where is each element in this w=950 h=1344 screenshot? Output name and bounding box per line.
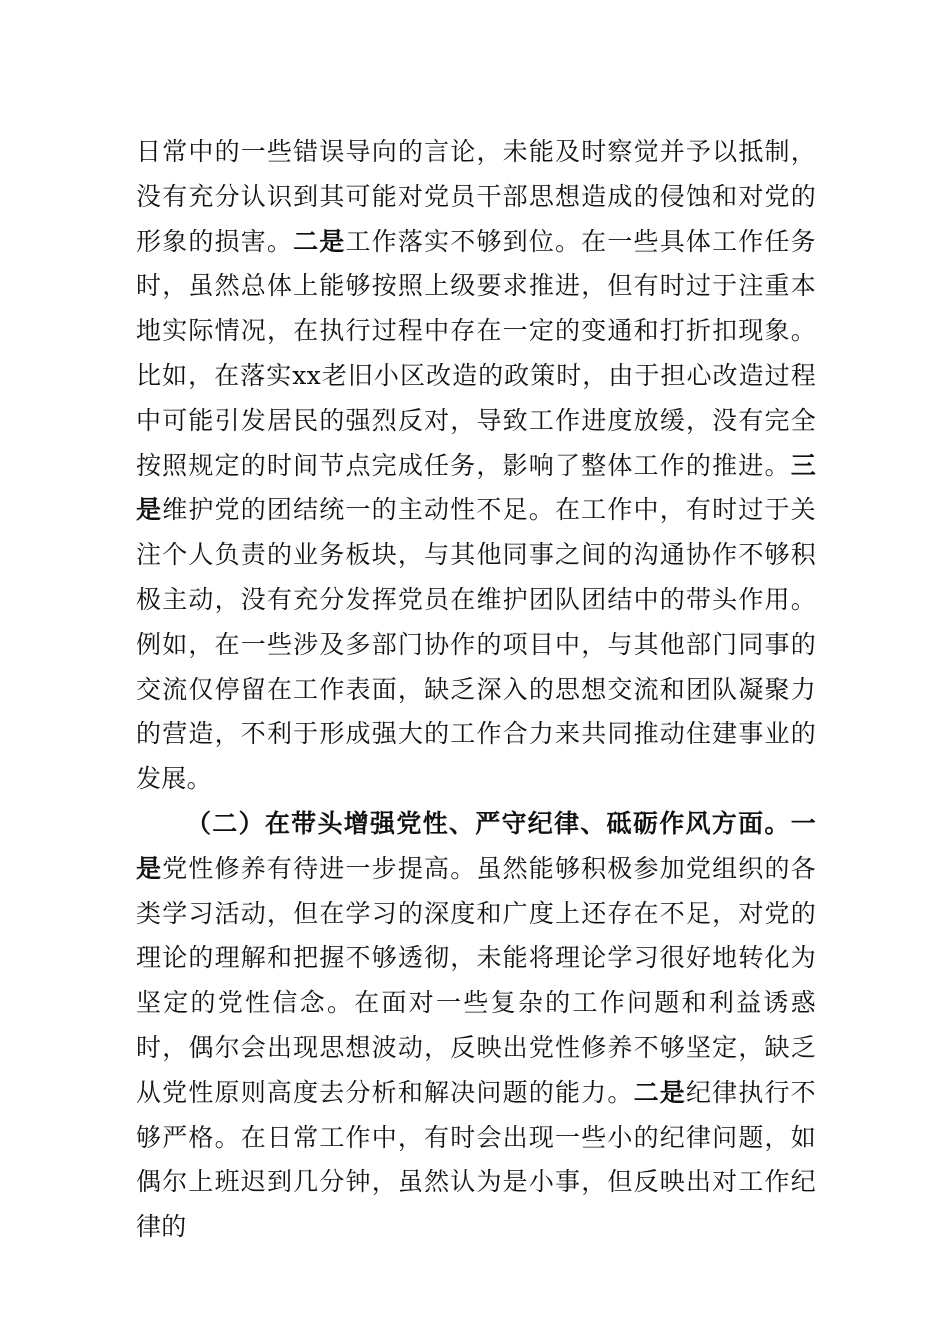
- paragraph-2-text-2: 纪律执行不够严格。在日常工作中，有时会出现一些小的纪律问题，如偶尔上班迟到几分钟，虽然认为是小事，但反映出对工作纪律的: [136, 1077, 816, 1242]
- paragraph-continuation: [136, 130, 816, 802]
- paragraph-1-text-3: 维护党的团结统一的主动性不足。在工作中，有时过于关注个人负责的业务板块，与其他同事之间的沟通协作不够积极主动，没有充分发挥党员在维护团队团结中的带头作用。例如，在一些涉及多部门协作的项目中，与其他部门同事的交流仅停留在工作表面，缺乏深入的思想交流和团队凝聚力的营造，不利于形成强大的工作合力来共同推动住建事业的发展。: [136, 495, 816, 794]
- paragraph-2-bold-2: 二是: [633, 1077, 686, 1107]
- paragraph-2-text-1: 党性修养有待进一步提高。虽然能够积极参加党组织的各类学习活动，但在学习的深度和广度上还存在不足，对党的理论的理解和把握不够透彻，未能将理论学习很好地转化为坚定的党性信念。在面对一些复杂的工作问题和利益诱惑时，偶尔会出现思想波动，反映出党性修养不够坚定，缺乏从党性原则高度去分析和解决问题的能力。: [136, 853, 816, 1107]
- paragraph-1-text-1: 日常中的一些错误导向的言论，未能及时察觉并予以抵制，没有充分认识到其可能对党员干部思想造成的侵蚀和对党的形象的损害。: [136, 137, 816, 256]
- document-page: [136, 130, 816, 1250]
- paragraph-2-bold-1: 一是: [136, 808, 816, 883]
- paragraph-1-bold-3: 三是: [136, 450, 816, 525]
- paragraph-section-2: [136, 802, 816, 1250]
- paragraph-1-bold-2: 二是: [293, 226, 346, 256]
- paragraph-1-text-2: 工作落实不够到位。在一些具体工作任务时，虽然总体上能够按照上级要求推进，但有时过于注重本地实际情况，在执行过程中存在一定的变通和打折扣现象。比如，在落实xx老旧小区改造的政策时，由于担心改造过程中可能引发居民的强烈反对，导致工作进度放缓，没有完全按照规定的时间节点完成任务，影响了整体工作的推进。: [136, 226, 816, 480]
- section-2-heading: （二）在带头增强党性、严守纪律、砥砺作风方面。: [186, 808, 791, 838]
